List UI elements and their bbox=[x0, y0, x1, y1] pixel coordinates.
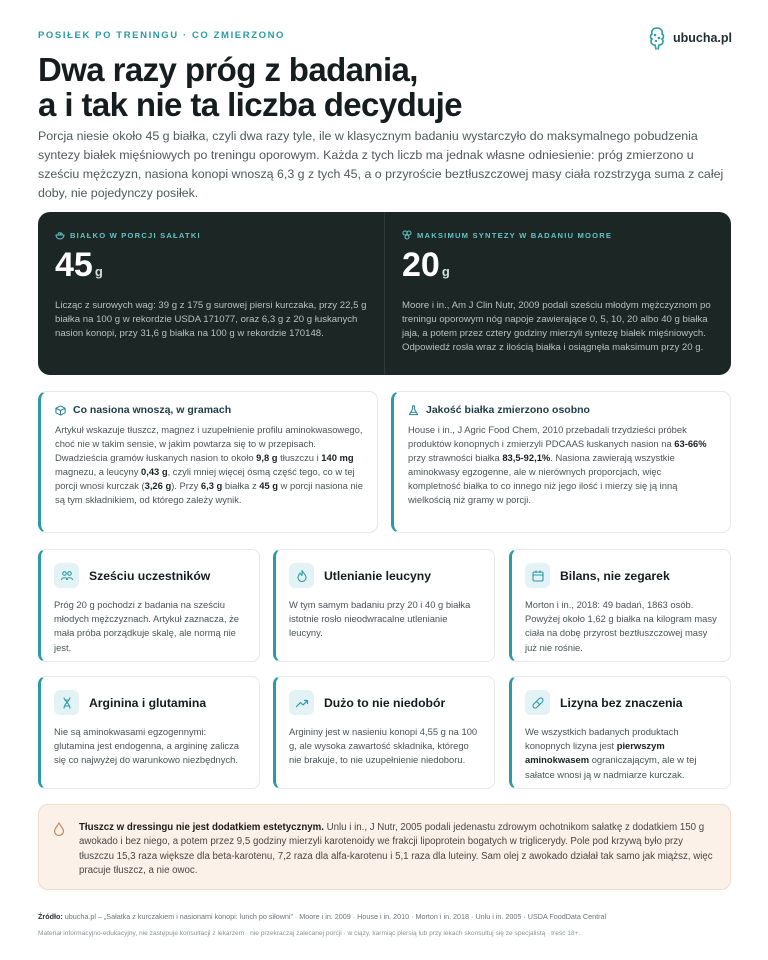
card-plenty-not-deficit bbox=[273, 676, 495, 789]
stat-label: BIAŁKO W PORCJI SAŁATKI bbox=[70, 230, 201, 240]
logo-text: ubucha.pl bbox=[672, 31, 732, 45]
card-body: House i in., J Agric Food Chem, 2010 przebadali trzydzieści próbek produktów konopnych i zmierzyli PDCAAS łuskanych nasion na 63-66% przy strawności białka 83,5-92,1%. Nasiona zawierają wszystkie aminokwasy egzogenne, ale w nierównych proporcjach, więc kompletność białka to co innego niż jego ilość i mierzy się ją inną wielkością niż gramy w porcji. bbox=[408, 424, 707, 505]
stat-value: 45 bbox=[55, 246, 93, 284]
salad-icon bbox=[55, 230, 65, 240]
title-line-2: a i tak nie ta liczba decyduje bbox=[38, 86, 463, 123]
card-body: Artykuł wskazuje tłuszcz, magnez i uzupełnienie profilu aminokwasowego, choć nie w takim sensie, w jakim powtarza się to w przepisach. Dwadzieścia gramów łuskanych nasion to około 9,8 g tłuszczu i 140 mg magnezu, a leucyny 0,43 g, czyli mniej więcej ósmą część tego, co w tej porcji wnosi kurczak (3,26 g). Przy 6,3 g białka z 45 g w porcji nasiona nie są tym składnikiem, od którego zależy wynik. bbox=[55, 424, 363, 505]
card-lysine bbox=[509, 676, 731, 789]
disclaimer: Materiał informacyjno-edukacyjny, nie zastępuje konsultacji z lekarzem · nie przekraczaj zalecanej porcji · w ciąży, karmiąc piersią lub przy lekach skonsultuj się ze specjalistą · treść 18+. bbox=[38, 930, 581, 937]
flask-icon bbox=[408, 405, 419, 416]
stat-unit: g bbox=[94, 264, 103, 279]
note-text: Tłuszcz w dressingu nie jest dodatkiem estetycznym. Unlu i in., J Nutr, 2005 podali jedenastu zdrowym ochotnikom sałatkę z dodatkiem 150 g awokado i bez niego, a potem przez 9,5 godziny mierzyli karotenoidy we frakcji lipoprotein bogatych w triglicerydy. Pole pod krzywą było przy tłuszczu 15,3 raza większe dla beta-karotenu, 7,2 raza dla alfa-karotenu i 5,1 raza dla luteiny. Sam olej z awokado działał tak samo jak miąższ, więc pracuje tłuszcz, a nie owoc. bbox=[79, 822, 713, 877]
drop-icon bbox=[53, 822, 65, 836]
pill-icon bbox=[531, 696, 545, 710]
people-icon bbox=[60, 569, 74, 583]
site-logo[interactable] bbox=[647, 26, 732, 50]
page-title bbox=[38, 52, 638, 122]
card-body: We wszystkich badanych produktach konopnych lizyna jest pierwszym aminokwasem ograniczającym, ale w tej sałatce wnosi ją w nadmiarze kurczak. bbox=[525, 726, 697, 780]
cube-icon bbox=[55, 405, 66, 416]
card-title: Arginina i glutamina bbox=[89, 695, 207, 710]
card-body: Morton i in., 2018: 49 badań, 1863 osób. Powyżej około 1,62 g białka na kilogram masy ciała na dobę przyrost beztłuszczowej masy już nie rośnie. bbox=[525, 599, 717, 653]
card-title: Jakość białka zmierzono osobno bbox=[426, 404, 590, 416]
card-title: Sześciu uczestników bbox=[89, 568, 211, 583]
card-title: Dużo to nie niedobór bbox=[324, 695, 446, 710]
fat-note-callout bbox=[38, 804, 731, 890]
stat-description: Licząc z surowych wag: 39 g z 175 g surowej piersi kurczaka, przy 22,5 g białka na 100 g w rekordzie USDA 171077, oraz 6,3 g z 20 g łuskanych nasion konopi, przy 31,6 g białka na 100 g w rekordzie 170148. bbox=[55, 300, 367, 339]
card-balance bbox=[509, 549, 731, 662]
card-title: Utlenianie leucyny bbox=[324, 568, 432, 583]
card-title: Lizyna bez znaczenia bbox=[560, 695, 683, 710]
card-participants bbox=[38, 549, 260, 662]
card-title: Bilans, nie zegarek bbox=[560, 568, 670, 583]
card-title: Co nasiona wnoszą, w gramach bbox=[73, 404, 232, 416]
stat-unit: g bbox=[441, 264, 450, 279]
card-body: W tym samym badaniu przy 20 i 40 g białka istotnie rosło nieodwracalne utlenianie leucyny. bbox=[289, 599, 471, 639]
molecule-icon bbox=[402, 230, 412, 240]
kombucha-logo-icon bbox=[647, 26, 667, 50]
card-protein-quality bbox=[391, 391, 731, 533]
card-body: Argininy jest w nasieniu konopi 4,55 g na 100 g, ale wysoka zawartość składnika, którego nie brakuje, to nie uzupełnienie niedoboru. bbox=[289, 726, 478, 766]
card-body: Próg 20 g pochodzi z badania na sześciu młodych mężczyznach. Artykuł zaznacza, że mała próba porządkuje skalę, ale normą nie jest. bbox=[54, 599, 239, 653]
stat-protein-portion bbox=[38, 212, 384, 375]
title-line-1: Dwa razy próg z badania, bbox=[38, 51, 418, 88]
flame-icon bbox=[295, 569, 309, 583]
stat-label: MAKSIMUM SYNTEZY W BADANIU MOORE bbox=[417, 230, 613, 240]
stat-description: Moore i in., Am J Clin Nutr, 2009 podali sześciu młodym mężczyznom po treningu oporowym nóg napoje zawierające 0, 5, 10, 20 albo 40 g białka jaja, a potem przez cztery godziny mierzyli syntezę białek mięśniowych. Odpowiedź rosła wraz z ilością białka i osiągnęła maksimum przy 20 g. bbox=[402, 300, 711, 353]
stats-panel bbox=[38, 212, 731, 375]
trend-up-icon bbox=[295, 696, 309, 710]
stat-synthesis-max bbox=[384, 212, 731, 375]
eyebrow: POSIŁEK PO TRENINGU · CO ZMIERZONO bbox=[38, 30, 286, 41]
lead-paragraph: Porcja niesie około 45 g białka, czyli dwa razy tyle, ile w klasycznym badaniu wystarczyło do maksymalnego pobudzenia syntezy białek mięśniowych po treningu oporowym. Każda z tych liczb ma jednak własne odniesienie: próg zmierzono u sześciu mężczyzn, nasiona konopi wnoszą 6,3 g z tych 45, a o przyroście beztłuszczowej masy ciała rozstrzyga suma z całej doby, nie pojedynczy posiłek. bbox=[38, 129, 724, 200]
card-arginine-glutamine bbox=[38, 676, 260, 789]
source-line: Źródło: ubucha.pl – „Sałatka z kurczakiem i nasionami konopi: lunch po siłowni” · Moore i in. 2009 · House i in. 2010 · Morton i in. 2018 · Unlu i in. 2005 · USDA FoodData Central bbox=[38, 912, 607, 921]
calendar-icon bbox=[531, 569, 545, 583]
dna-icon bbox=[60, 696, 74, 710]
card-leucine-oxidation bbox=[273, 549, 495, 662]
card-seeds-grams bbox=[38, 391, 378, 533]
card-body: Nie są aminokwasami egzogennymi: glutamina jest endogenna, a argininę zalicza się co najwyżej do warunkowo niezbędnych. bbox=[54, 726, 240, 766]
stat-value: 20 bbox=[402, 246, 440, 284]
